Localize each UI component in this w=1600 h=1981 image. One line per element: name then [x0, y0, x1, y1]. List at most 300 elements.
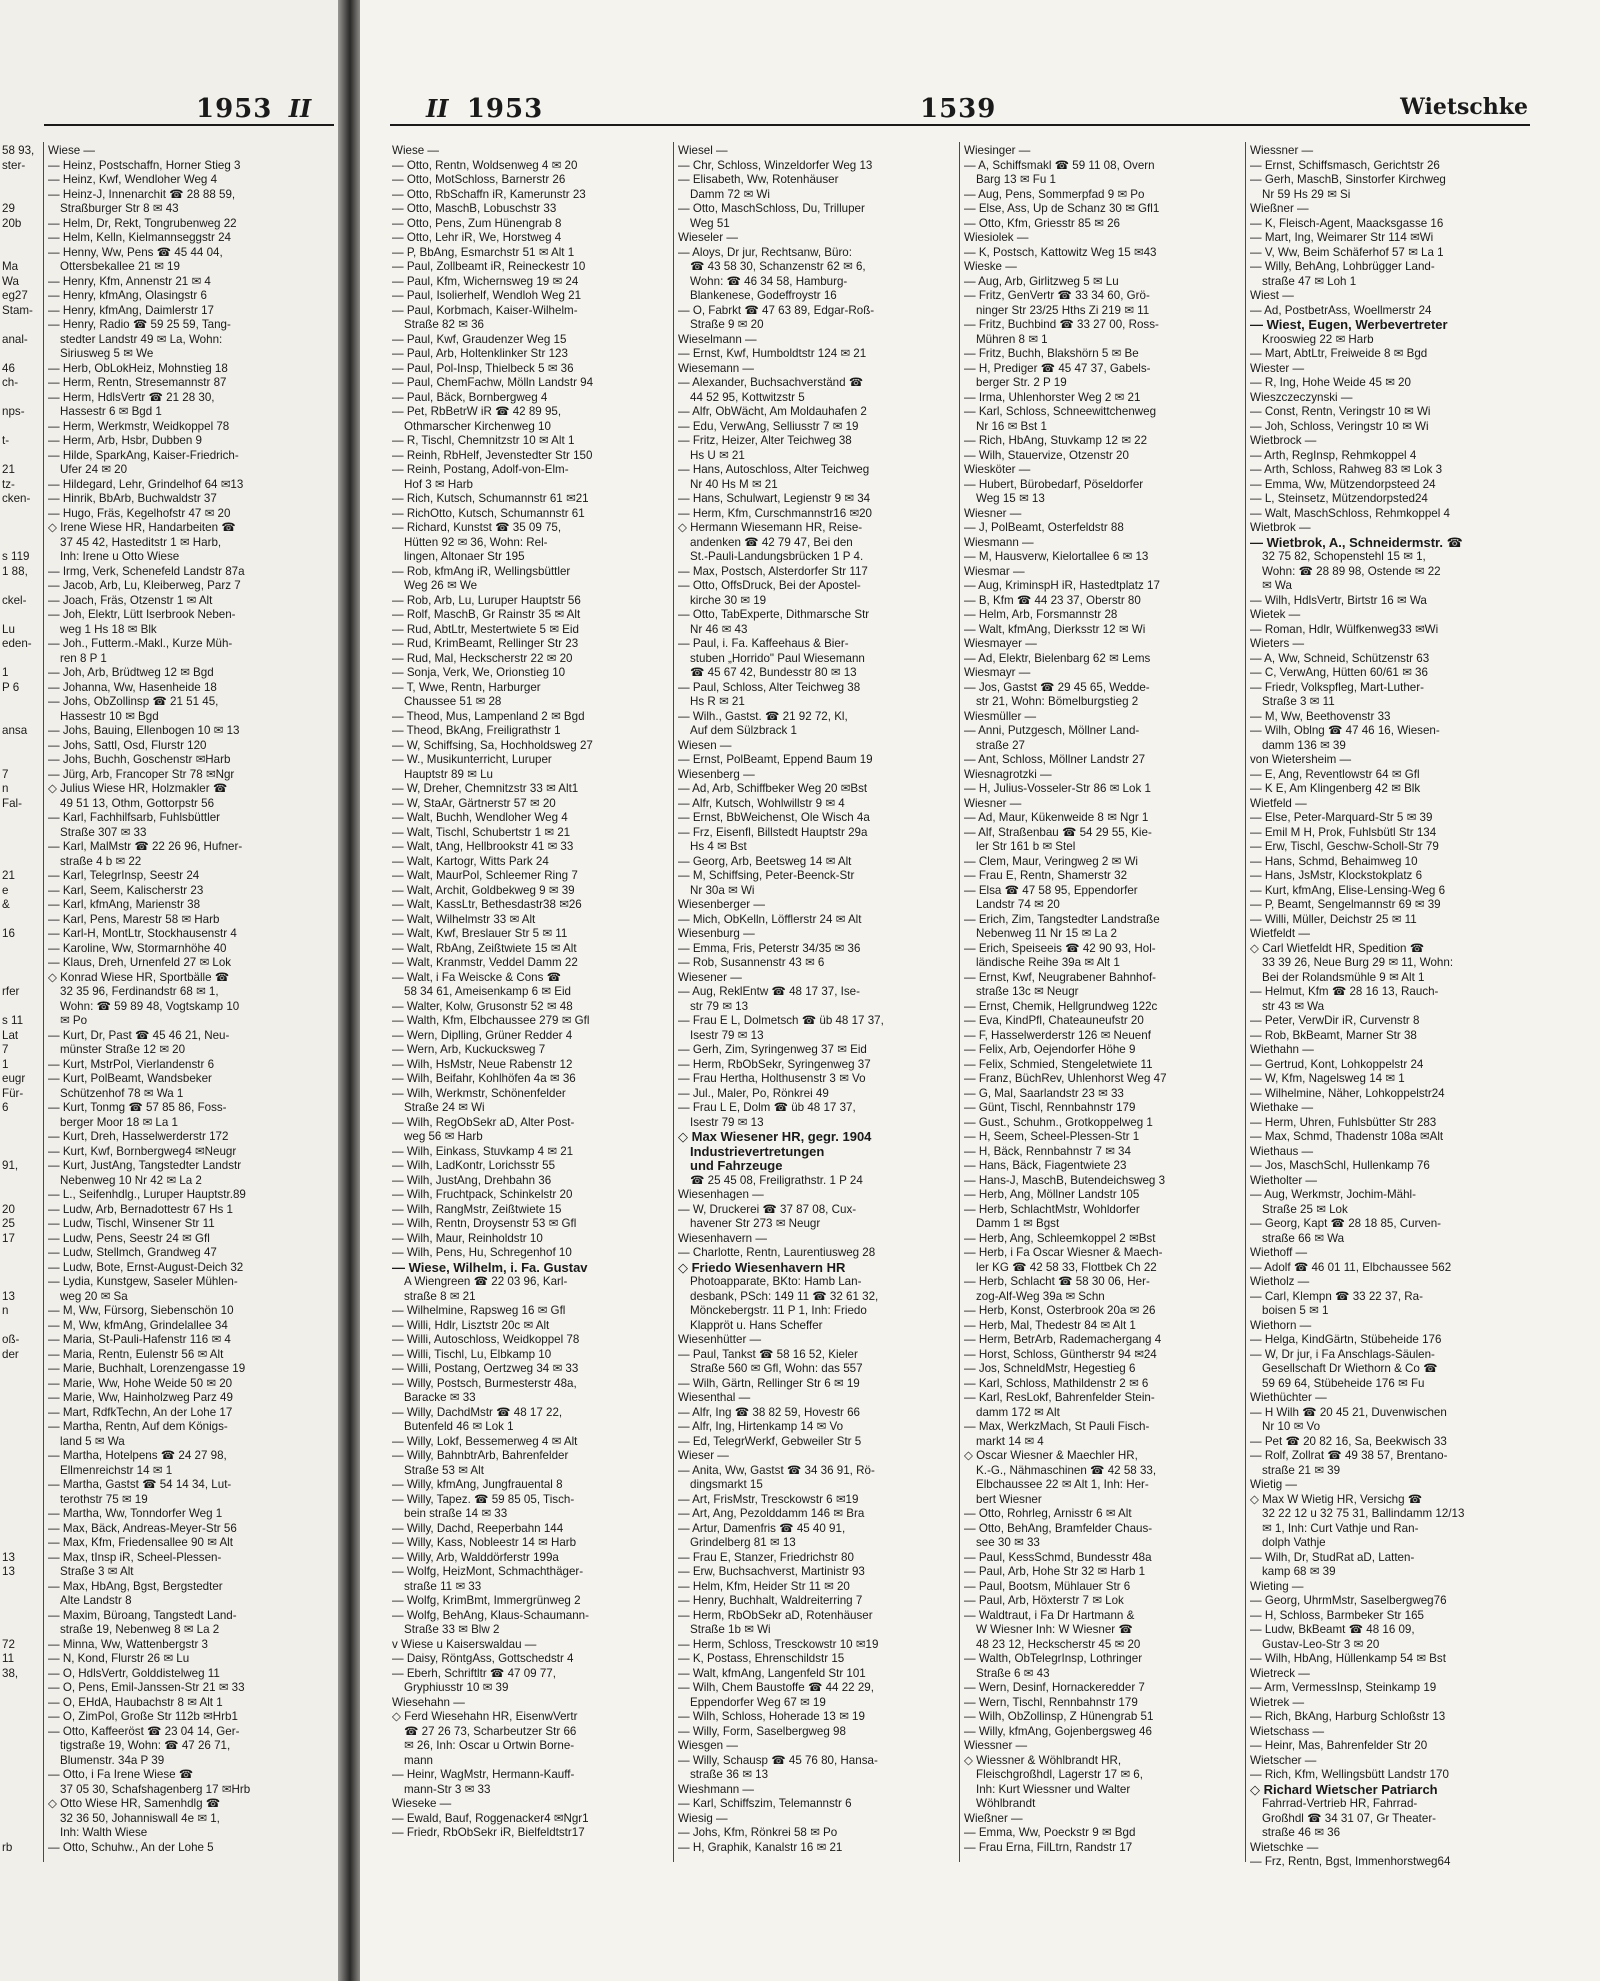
directory-line: — Paul, ChemFachw, Mölln Landstr 94 [392, 376, 594, 389]
directory-line: — Herb, Schlacht ☎ 58 30 06, Her- [964, 1275, 1150, 1288]
directory-line: — Wern, Tischl, Rennbahnstr 179 [964, 1695, 1138, 1709]
directory-line: — Herm, RbObSekr aD, Rotenhäuser [678, 1608, 873, 1622]
directory-line: Wiester — [1250, 361, 1305, 375]
directory-line: 32 36 50, Johanniswall 4e ✉ 1, [60, 1811, 220, 1825]
margin-fragment [2, 1928, 42, 1943]
right-column-3 [964, 144, 1242, 1855]
directory-line: Wietek — [1250, 608, 1301, 621]
margin-fragment [2, 420, 42, 435]
directory-line: — Theod, Mus, Lampenland 2 ✉ Bgd [392, 709, 585, 723]
directory-line: land 5 ✉ Wa [60, 1434, 125, 1448]
directory-line: — Erw, Buchsachverst, Martinistr 93 [678, 1565, 865, 1578]
directory-line: — Max, Kfm, Friedensallee 90 ✉ Alt [48, 1536, 233, 1549]
directory-line: — Wern, Desinf, Hornackeredder 7 [964, 1681, 1145, 1694]
margin-fragment: cken- [2, 492, 31, 505]
directory-line: Wiethorn — [1250, 1318, 1312, 1332]
directory-line: Wiesmayr — [964, 666, 1031, 679]
directory-line: — Joh, Arb, Brüdtweg 12 ✉ Bgd [48, 666, 214, 679]
directory-line: Wiese — [392, 144, 440, 157]
directory-line: — Wern, Arb, Kuckucksweg 7 [392, 1043, 546, 1056]
directory-line: — Ludw, Tischl, Winsener Str 11 [48, 1217, 215, 1230]
directory-line: — Hans, Autoschloss, Alter Teichweg [678, 463, 870, 476]
directory-line: — Kurt, Tonmg ☎ 57 85 86, Foss- [48, 1101, 227, 1114]
directory-line: — Walt, kfmAng, Langenfeld Str 101 [678, 1666, 866, 1680]
directory-line: Fleischgroßhdl, Lagerstr 17 ✉ 6, [976, 1768, 1143, 1781]
margin-fragment [2, 956, 42, 971]
directory-line: Straße 25 ✉ Lok [1262, 1202, 1348, 1216]
directory-line: — Marie, Buchhalt, Lorenzengasse 19 [48, 1362, 246, 1375]
directory-line: str 21, Wohn: Bömelburgstieg 2 [976, 695, 1139, 708]
directory-line: — Jul., Maler, Po, Rönkrei 49 [678, 1086, 829, 1100]
directory-line: — Wilh, Beifahr, Kohlhöfen 4a ✉ 36 [392, 1072, 576, 1085]
margin-fragment: 46 [2, 361, 15, 375]
directory-line: ◇ Carl Wietfeldt HR, Spedition ☎ [1250, 941, 1425, 955]
margin-fragment [2, 1870, 42, 1885]
directory-line: — Friedr, RbObSekr iR, Bielfeldtstr17 [392, 1826, 585, 1839]
directory-line: Wieters — [1250, 637, 1305, 650]
directory-line: — Hubert, Bürobedarf, Pöseldorfer [964, 477, 1144, 491]
directory-line: — T, Wwe, Rentn, Harburger [392, 680, 541, 694]
directory-line: Wiesenhavern — [678, 1231, 767, 1245]
directory-line: — Karl, MalMstr ☎ 22 26 96, Hufner- [48, 840, 243, 853]
directory-line: ◇ Richard Wietscher Patriarch [1250, 1782, 1438, 1797]
directory-line: — Wilh, Chem Baustoffe ☎ 44 22 29, [678, 1681, 874, 1694]
directory-line: — Wiest, Eugen, Werbevertreter [1250, 318, 1448, 332]
directory-line: — R, Ing, Hohe Weide 45 ✉ 20 [1250, 376, 1411, 389]
directory-line: — Kurt, Dreh, Hasselwerderstr 172 [48, 1130, 229, 1143]
directory-line: — K, Fleisch-Agent, Maacksgasse 16 [1250, 216, 1444, 230]
directory-line: — Emma, Ww, Mützendorpsteed 24 [1250, 477, 1436, 491]
directory-line: — Ewald, Bauf, Roggenacker4 ✉Ngr1 [392, 1811, 589, 1825]
directory-line: — Max, Postsch, Alsterdorfer Str 117 [678, 564, 868, 578]
directory-line: Weg 26 ✉ We [404, 579, 478, 592]
directory-line: — Emil M H, Prok, Fuhlsbütl Str 134 [1250, 825, 1437, 839]
directory-line: 33 39 26, Neue Burg 29 ✉ 11, Wohn: [1262, 956, 1454, 969]
directory-line: Wiesner — [964, 796, 1022, 810]
directory-line: — Johs, Buchh, Goschenstr ✉Harb [48, 753, 231, 766]
directory-line: — Herm, RbObSekr, Syringenweg 37 [678, 1057, 871, 1071]
directory-line: desbank, PSch: 149 11 ☎ 32 61 32, [690, 1289, 879, 1303]
right-header-roman: II [426, 94, 449, 123]
directory-line: Industrievertretungen [690, 1144, 825, 1159]
directory-line: Wiesinger — [964, 144, 1031, 157]
directory-line: — Wilhelmine, Näher, Lohkoppelstr24 [1250, 1086, 1445, 1100]
directory-line: — Gerh, MaschB, Sinstorfer Kirchweg [1250, 173, 1446, 186]
margin-fragment [2, 1362, 42, 1377]
directory-line: — H Wilh ☎ 20 45 21, Duvenwischen [1250, 1405, 1447, 1419]
directory-line: — Walt, tAng, Hellbrookstr 41 ✉ 33 [392, 840, 574, 853]
directory-line: — Wolfg, KrimBmt, Immergrünweg 2 [392, 1594, 581, 1607]
margin-fragment [2, 1478, 42, 1493]
right-column-4 [1250, 144, 1532, 1870]
directory-line: — Jos, Gastst ☎ 29 45 65, Wedde- [964, 680, 1150, 694]
directory-line: — Helm, Dr, Rekt, Tongrubenweg 22 [48, 216, 237, 230]
right-page [360, 0, 1600, 1981]
column-divider-3 [1245, 142, 1246, 1862]
directory-line: — Rud, KrimBeamt, Rellinger Str 23 [392, 637, 579, 650]
directory-line: — Alfr, Kutsch, Wohlwillstr 9 ✉ 4 [678, 796, 845, 810]
directory-line: — Paul, Zollbeamt iR, Reineckestr 10 [392, 260, 586, 273]
margin-fragment: ster- [2, 158, 26, 172]
directory-line: ✉ Wa [1262, 579, 1292, 592]
directory-line: — Willy, kfmAng, Gojenbergsweg 46 [964, 1724, 1152, 1738]
directory-line: und Fahrzeuge [690, 1159, 783, 1173]
directory-line: — K, Postsch, Kattowitz Weg 15 ✉43 [964, 245, 1157, 259]
directory-line: Fahrrad-Vertrieb HR, Fahrrad- [1262, 1797, 1418, 1810]
margin-fragment [2, 1493, 42, 1508]
margin-fragment: 29 [2, 202, 15, 215]
column-divider-2 [959, 142, 960, 1862]
margin-fragment [2, 971, 42, 986]
directory-line: Wietreck — [1250, 1666, 1310, 1680]
directory-line: — Otto, Rentn, Woldsenweg 4 ✉ 20 [392, 158, 578, 172]
directory-line: Wietschke — [1250, 1840, 1319, 1854]
directory-line: — Alfr, Ing ☎ 38 82 59, Hovestr 66 [678, 1405, 861, 1419]
margin-fragment: tz- [2, 477, 15, 491]
directory-line: — H, Seem, Scheel-Plessen-Str 1 [964, 1130, 1140, 1143]
directory-line: — Martha, Hotelpens ☎ 24 27 98, [48, 1449, 227, 1462]
directory-line: — Max, Bäck, Andreas-Meyer-Str 56 [48, 1521, 237, 1535]
directory-line: — Art, Ang, Pezolddamm 146 ✉ Bra [678, 1507, 865, 1520]
directory-line: 59 69 64, Stübeheide 176 ✉ Fu [1262, 1376, 1425, 1390]
directory-line: Wießner — [1250, 202, 1309, 215]
directory-line: — Helm, Kfm, Heider Str 11 ✉ 20 [678, 1579, 850, 1593]
directory-line: — Else, Peter-Marquard-Str 5 ✉ 39 [1250, 811, 1433, 824]
directory-line: Wieshmann — [678, 1782, 755, 1796]
directory-line: v Wiese u Kaiserswaldau — [392, 1637, 537, 1651]
directory-line: — Willy, BehAng, Lohbrügger Land- [1250, 260, 1435, 273]
margin-fragment [2, 1623, 42, 1638]
margin-fragment [2, 1391, 42, 1406]
margin-fragment [2, 1188, 42, 1203]
directory-line: zog-Alf-Weg 39a ✉ Schn [976, 1289, 1105, 1303]
directory-line: Auf dem Sülzbrack 1 [690, 724, 797, 737]
margin-fragment: oß- [2, 1333, 20, 1346]
directory-line: — Walt, RbAng, Zeißtwiete 15 ✉ Alt [392, 941, 577, 955]
margin-fragment [2, 1681, 42, 1696]
directory-line: Blumenstr. 34a P 39 [60, 1753, 165, 1767]
directory-line: — Rud, AbtLtr, Mestertwiete 5 ✉ Eid [392, 622, 579, 636]
directory-line: Bei der Rolandsmühle 9 ✉ Alt 1 [1262, 970, 1425, 984]
directory-line: Hassestr 10 ✉ Bgd [60, 709, 159, 723]
margin-fragment [2, 1145, 42, 1160]
margin-fragment [2, 1812, 42, 1827]
directory-line: — Mart, RdfkTechn, An der Lohe 17 [48, 1405, 233, 1419]
directory-line: Weg 51 [690, 216, 730, 230]
margin-fragment [2, 1261, 42, 1276]
directory-line: — Anita, Ww, Gastst ☎ 34 36 91, Rö- [678, 1463, 875, 1477]
margin-fragment: nps- [2, 405, 25, 418]
directory-line: Straße 24 ✉ Wi [404, 1101, 485, 1114]
margin-fragment: Lat [2, 1028, 19, 1042]
directory-line: berger Moor 18 ✉ La 1 [60, 1115, 178, 1129]
directory-line: straße 4 b ✉ 22 [60, 854, 142, 868]
margin-fragment: anal- [2, 332, 28, 346]
directory-line: Damm 1 ✉ Bgst [976, 1217, 1060, 1230]
margin-fragment: Wa [2, 274, 19, 288]
directory-line: Mühren 8 ✉ 1 [976, 332, 1048, 346]
directory-line: Wieszczeczynski — [1250, 390, 1353, 404]
directory-line: Wiethahn — [1250, 1043, 1314, 1056]
margin-fragment: eg27 [2, 289, 28, 302]
margin-fragment [2, 1406, 42, 1421]
directory-line: — Arth, RegInsp, Rehmkoppel 4 [1250, 448, 1417, 462]
directory-line: — Maria, St-Pauli-Hafenstr 116 ✉ 4 [48, 1333, 231, 1346]
directory-line: — Emma, Fris, Peterstr 34/35 ✉ 36 [678, 941, 861, 955]
directory-line: Photoapparate, BKto: Hamb Lan- [690, 1275, 862, 1288]
directory-line: — Karl-H, MontLtr, Stockhausenstr 4 [48, 927, 237, 940]
directory-line: — Friedr, Volkspfleg, Mart-Luther- [1250, 680, 1424, 694]
directory-line: — Wilhelmine, Rapsweg 16 ✉ Gfl [392, 1304, 566, 1317]
directory-line: — Clem, Maur, Veringweg 2 ✉ Wi [964, 854, 1139, 868]
directory-line: — Ad, PostbetrAss, Woellmerstr 24 [1250, 303, 1432, 317]
directory-line: — Johs, ObZollinsp ☎ 21 51 45, [48, 695, 219, 708]
directory-line: — Joach, Fräs, Otzenstr 1 ✉ Alt [48, 593, 213, 607]
directory-line: ✉ 1, Inh: Curt Vathje und Ran- [1262, 1521, 1419, 1535]
directory-line: Nr 59 Hs 29 ✉ Si [1262, 187, 1351, 201]
directory-line: — Willy, Arb, Walddörferstr 199a [392, 1550, 559, 1564]
directory-line: — Jacob, Arb, Lu, Kleiberweg, Parz 7 [48, 579, 241, 592]
directory-line: — Ernst, Kwf, Humboldtstr 124 ✉ 21 [678, 347, 867, 360]
directory-line: — Mart, Ing, Weimarer Str 114 ✉Wi [1250, 231, 1434, 244]
directory-line: — Willy, Schausp ☎ 45 76 80, Hansa- [678, 1753, 878, 1767]
directory-line: ◇ Friedo Wiesenhavern HR [678, 1260, 846, 1275]
directory-line: — Ludw, Arb, Bernadottestr 67 Hs 1 [48, 1202, 233, 1216]
directory-line: — Willy, Postsch, Burmesterstr 48a, [392, 1376, 577, 1390]
directory-line: — Wilh, Oblng ☎ 47 46 16, Wiesen- [1250, 724, 1440, 737]
directory-line: Wiesehahn — [392, 1695, 465, 1709]
margin-fragment: 1 [2, 666, 9, 679]
directory-line: — Willy, DachdMstr ☎ 48 17 22, [392, 1405, 563, 1419]
directory-line: Straße 33 ✉ Blw 2 [404, 1623, 500, 1636]
directory-line: — Otto, BehAng, Bramfelder Chaus- [964, 1521, 1153, 1535]
directory-line: Nr 40 Hs M ✉ 21 [690, 477, 778, 491]
directory-line: — Charlotte, Rentn, Laurentiusweg 28 [678, 1246, 876, 1259]
directory-line: — Peter, VerwDir iR, Curvenstr 8 [1250, 1014, 1420, 1027]
directory-line: — Walt, Kranmstr, Veddel Damm 22 [392, 956, 578, 969]
directory-line: — Heinr, Mas, Bahrenfelder Str 20 [1250, 1739, 1428, 1752]
directory-line: — Wolfg, HeizMont, Schmachthäger- [392, 1565, 584, 1578]
directory-line: von Wietersheim — [1250, 753, 1352, 766]
directory-line: bert Wiesner [976, 1492, 1042, 1506]
directory-line: — Walt, i Fa Weiscke & Cons ☎ [392, 970, 562, 984]
directory-line: — Wilh, HbAng, Hüllenkamp 54 ✉ Bst [1250, 1652, 1446, 1665]
directory-line: Wiesenberger — [678, 898, 765, 911]
margin-fragment [2, 1507, 42, 1522]
directory-line: — Henry, Buchhalt, Waldreiterring 7 [678, 1594, 863, 1607]
directory-line: — Otto, i Fa Irene Wiese ☎ [48, 1768, 194, 1781]
directory-line: Nr 46 ✉ 43 [690, 622, 748, 636]
directory-line: — Elisabeth, Ww, Rotenhäuser [678, 173, 839, 186]
directory-line: — A, Schiffsmakl ☎ 59 11 08, Overn [964, 158, 1155, 172]
margin-fragment: rfer [2, 985, 20, 998]
directory-line: — Aug, ReklEntw ☎ 48 17 37, Ise- [678, 985, 860, 998]
directory-line: — Mart, AbtLtr, Freiweide 8 ✉ Bgd [1250, 347, 1428, 360]
directory-line: Siriusweg 5 ✉ We [60, 347, 154, 360]
directory-line: — Wilh, HsMstr, Neue Rabenstr 12 [392, 1057, 573, 1071]
directory-line: — Fritz, Heizer, Alter Teichweg 38 [678, 434, 852, 447]
directory-line: — V, Ww, Beim Schäferhof 57 ✉ La 1 [1250, 245, 1444, 259]
directory-line: — Eva, KindPfl, Chateauneufstr 20 [964, 1014, 1144, 1027]
directory-line: — Ad, Maur, Kükenweide 8 ✉ Ngr 1 [964, 811, 1149, 824]
left-header-year: 1953 [196, 94, 273, 124]
directory-line: — Herm, Kfm, Curschmannstr16 ✉20 [678, 506, 872, 520]
directory-line: Isestr 79 ✉ 13 [690, 1115, 764, 1129]
margin-fragment [2, 1174, 42, 1189]
margin-fragment [2, 1377, 42, 1392]
right-header-rule [390, 124, 1530, 126]
directory-line: — Willi, Müller, Deichstr 25 ✉ 11 [1250, 912, 1417, 926]
directory-line: — Helmut, Kfm ☎ 28 16 13, Rauch- [1250, 985, 1439, 998]
directory-line: Eppendorfer Weg 67 ✉ 19 [690, 1695, 826, 1709]
directory-line: — Wilh, Fruchtpack, Schinkelstr 20 [392, 1188, 573, 1201]
directory-line: Wieselmann — [678, 332, 757, 346]
directory-line: straße 13c ✉ Neugr [976, 985, 1079, 998]
directory-line: — Heinz-J, Innenarchit ☎ 28 88 59, [48, 187, 236, 201]
margin-fragment [2, 840, 42, 855]
directory-line: — Joh., Futterm.-Makl., Kurze Müh- [48, 637, 233, 650]
directory-line: — Daisy, RöntgAss, Gottschedstr 4 [392, 1652, 574, 1665]
directory-line: — Sonja, Verk, We, Orionstieg 10 [392, 666, 566, 679]
directory-line: ☎ 43 58 30, Schanzenstr 62 ✉ 6, [690, 260, 866, 273]
directory-line: — Aug, Pens, Sommerpfad 9 ✉ Po [964, 187, 1145, 201]
margin-fragment: 25 [2, 1217, 15, 1230]
directory-line: kirche 30 ✉ 19 [690, 593, 767, 607]
directory-line: straße 21 ✉ 39 [1262, 1463, 1341, 1477]
directory-line: — Martha, Rentn, Auf dem Königs- [48, 1420, 228, 1433]
directory-line: — Wilh, RangMstr, Zeißtwiete 15 [392, 1202, 562, 1216]
directory-line: ☎ 25 45 08, Freiligrathstr. 1 P 24 [690, 1173, 863, 1187]
directory-line: Wiethoff — [1250, 1246, 1308, 1259]
directory-line: 37 45 42, Hasteditstr 1 ✉ Harb, [60, 535, 222, 549]
directory-line: Wiessner — [1250, 144, 1314, 157]
directory-line: straße 27 [976, 738, 1025, 752]
directory-line: Wiesmayer — [964, 637, 1037, 650]
directory-line: Wiethake — [1250, 1101, 1314, 1114]
directory-line: straße 66 ✉ Wa [1262, 1231, 1345, 1245]
directory-line: — Wilh, Stauervize, Otzenstr 20 [964, 448, 1129, 462]
directory-line: — Otto, MotSchloss, Barnerstr 26 [392, 173, 566, 186]
directory-line: — Wolfg, BehAng, Klaus-Schaumann- [392, 1608, 589, 1622]
directory-line: ◇ Otto Wiese HR, Samenhdlg ☎ [48, 1797, 221, 1810]
directory-line: — Anni, Putzgesch, Möllner Land- [964, 724, 1140, 737]
directory-line: — Herb, Mal, Thedestr 84 ✉ Alt 1 [964, 1318, 1136, 1332]
margin-fragment [2, 246, 42, 261]
directory-line: — Karl, Seem, Kalischerstr 23 [48, 883, 204, 897]
directory-line: Straße 307 ✉ 33 [60, 825, 147, 839]
directory-line: — Wilh, ObZollinsp, Z Hünengrab 51 [964, 1710, 1154, 1723]
directory-line: — Wilh, Rentn, Droysenstr 53 ✉ Gfl [392, 1217, 577, 1230]
margin-fragment: eden- [2, 637, 32, 650]
directory-line: Krooswieg 22 ✉ Harb [1262, 332, 1374, 346]
directory-line: — Karl, Pens, Marestr 58 ✉ Harb [48, 912, 220, 926]
directory-line: — Ernst, BbWeichenst, Ole Wisch 4a [678, 811, 870, 824]
directory-line: — Wern, Diplling, Grüner Redder 4 [392, 1028, 573, 1042]
directory-line: — Rob, Arb, Lu, Luruper Hauptstr 56 [392, 593, 581, 607]
directory-line: — Hilde, SparkAng, Kaiser-Friedrich- [48, 448, 239, 462]
margin-fragment: n [2, 782, 9, 795]
directory-line: — Helm, Arb, Forsmannstr 28 [964, 608, 1118, 621]
directory-line: straße 36 ✉ 13 [690, 1768, 769, 1781]
page-number: 1539 [920, 94, 997, 124]
directory-line: 32 22 12 u 32 75 31, Ballindamm 12/13 [1262, 1507, 1465, 1520]
directory-line: — Franz, BüchRev, Uhlenhorst Weg 47 [964, 1072, 1167, 1085]
directory-line: Großhdl ☎ 34 31 07, Gr Theater- [1262, 1811, 1437, 1825]
directory-line: weg 1 Hs 18 ✉ Blk [60, 622, 157, 636]
directory-line: Straßburger Str 8 ✉ 43 [60, 202, 179, 215]
directory-line: — Aug, Werkmstr, Jochim-Mähl- [1250, 1188, 1416, 1201]
directory-line: — Hans, Schulwart, Legienstr 9 ✉ 34 [678, 492, 871, 505]
directory-line: Mönckebergstr. 11 P 1, Inh: Friedo [690, 1304, 867, 1317]
directory-line: — Edu, VerwAng, Selliusstr 7 ✉ 19 [678, 419, 859, 433]
directory-line: — O, ZimPol, Große Str 112b ✉Hrb1 [48, 1710, 238, 1723]
directory-line: ☎ 45 67 42, Bundesstr 80 ✉ 13 [690, 666, 857, 679]
directory-line: — Walt, MaschSchloss, Rehmkoppel 4 [1250, 506, 1450, 520]
directory-line: — P, BbAng, Esmarchstr 51 ✉ Alt 1 [392, 245, 575, 259]
directory-line: Hs U ✉ 21 [690, 448, 745, 462]
directory-line: Hütten 92 ✉ 36, Wohn: Rel- [404, 535, 548, 549]
directory-line: Landstr 74 ✉ 20 [976, 898, 1060, 911]
margin-fragment [2, 318, 42, 333]
directory-line: — C, VerwAng, Hütten 60/61 ✉ 36 [1250, 666, 1428, 679]
directory-line: — Karl, Schloss, Mathildenstr 2 ✉ 6 [964, 1376, 1149, 1390]
directory-line: Nr 16 ✉ Bst 1 [976, 419, 1047, 433]
directory-line: Hs R ✉ 21 [690, 695, 745, 708]
directory-line: — Gerh, Zim, Syringenweg 37 ✉ Eid [678, 1043, 867, 1056]
directory-line: — Hans-J, MaschB, Butendeichsweg 3 [964, 1173, 1166, 1187]
directory-line: — Walt, Kartogr, Witts Park 24 [392, 854, 549, 868]
directory-line: — Kurt, PolBeamt, Wandsbeker [48, 1072, 212, 1085]
directory-line: — Pet ☎ 20 82 16, Sa, Beekwisch 33 [1250, 1434, 1447, 1448]
directory-line: ◇ Julius Wiese HR, Holzmakler ☎ [48, 782, 228, 795]
directory-line: — Herb, ObLokHeiz, Mohnstieg 18 [48, 361, 228, 375]
directory-line: Wiesen — [678, 738, 732, 752]
directory-line: — Wilh, JustAng, Drehbahn 36 [392, 1173, 552, 1187]
directory-line: St.-Pauli-Landungsbrücken 1 P 4. [690, 550, 864, 563]
directory-line: — Georg, Arb, Beetsweg 14 ✉ Alt [678, 854, 852, 868]
directory-line: Butenfeld 46 ✉ Lok 1 [404, 1420, 514, 1433]
directory-line: — Gust., Schuhm., Grotkoppelweg 1 [964, 1115, 1153, 1129]
directory-line: — Walt, Buchh, Wendloher Weg 4 [392, 811, 568, 824]
directory-line: mann-Str 3 ✉ 33 [404, 1782, 491, 1796]
margin-fragment [2, 391, 42, 406]
left-page-header [196, 94, 311, 124]
margin-fragment: 20 [2, 1202, 15, 1216]
directory-line: — Kurt, Dr, Past ☎ 45 46 21, Neu- [48, 1028, 230, 1042]
directory-line: Wiesemann — [678, 361, 755, 375]
margin-fragment: 7 [2, 767, 9, 781]
directory-line: Wiesener — [678, 970, 742, 984]
directory-line: straße 46 ✉ 36 [1262, 1826, 1341, 1839]
directory-line: Wietig — [1250, 1478, 1298, 1491]
directory-line: ☎ 27 26 73, Scharbeutzer Str 66 [404, 1724, 577, 1738]
directory-line: — Alfr, Ing, Hirtenkamp 14 ✉ Vo [678, 1420, 844, 1433]
directory-line: — Frau E, Rentn, Shamerstr 32 [964, 869, 1128, 882]
book-gutter [338, 0, 360, 1981]
directory-line: Wietscher — [1250, 1753, 1317, 1767]
directory-line: — Emma, Ww, Poeckstr 9 ✉ Bgd [964, 1826, 1136, 1839]
margin-fragment [2, 1000, 42, 1015]
margin-fragment [2, 536, 42, 551]
margin-fragment: t- [2, 434, 10, 447]
directory-line: 32 35 96, Ferdinandstr 68 ✉ 1, [60, 985, 219, 998]
directory-line: — Maxim, Büroang, Tangstedt Land- [48, 1608, 237, 1622]
directory-line: — Herm, Rentn, Stresemannstr 87 [48, 376, 227, 389]
directory-line: Gustav-Leo-Str 3 ✉ 20 [1262, 1637, 1380, 1651]
directory-line: — Otto, MaschSchloss, Du, Trilluper [678, 202, 865, 215]
directory-line: — Ludw, Pens, Seestr 24 ✉ Gfl [48, 1231, 210, 1245]
directory-line: Wiesenburg — [678, 927, 755, 940]
